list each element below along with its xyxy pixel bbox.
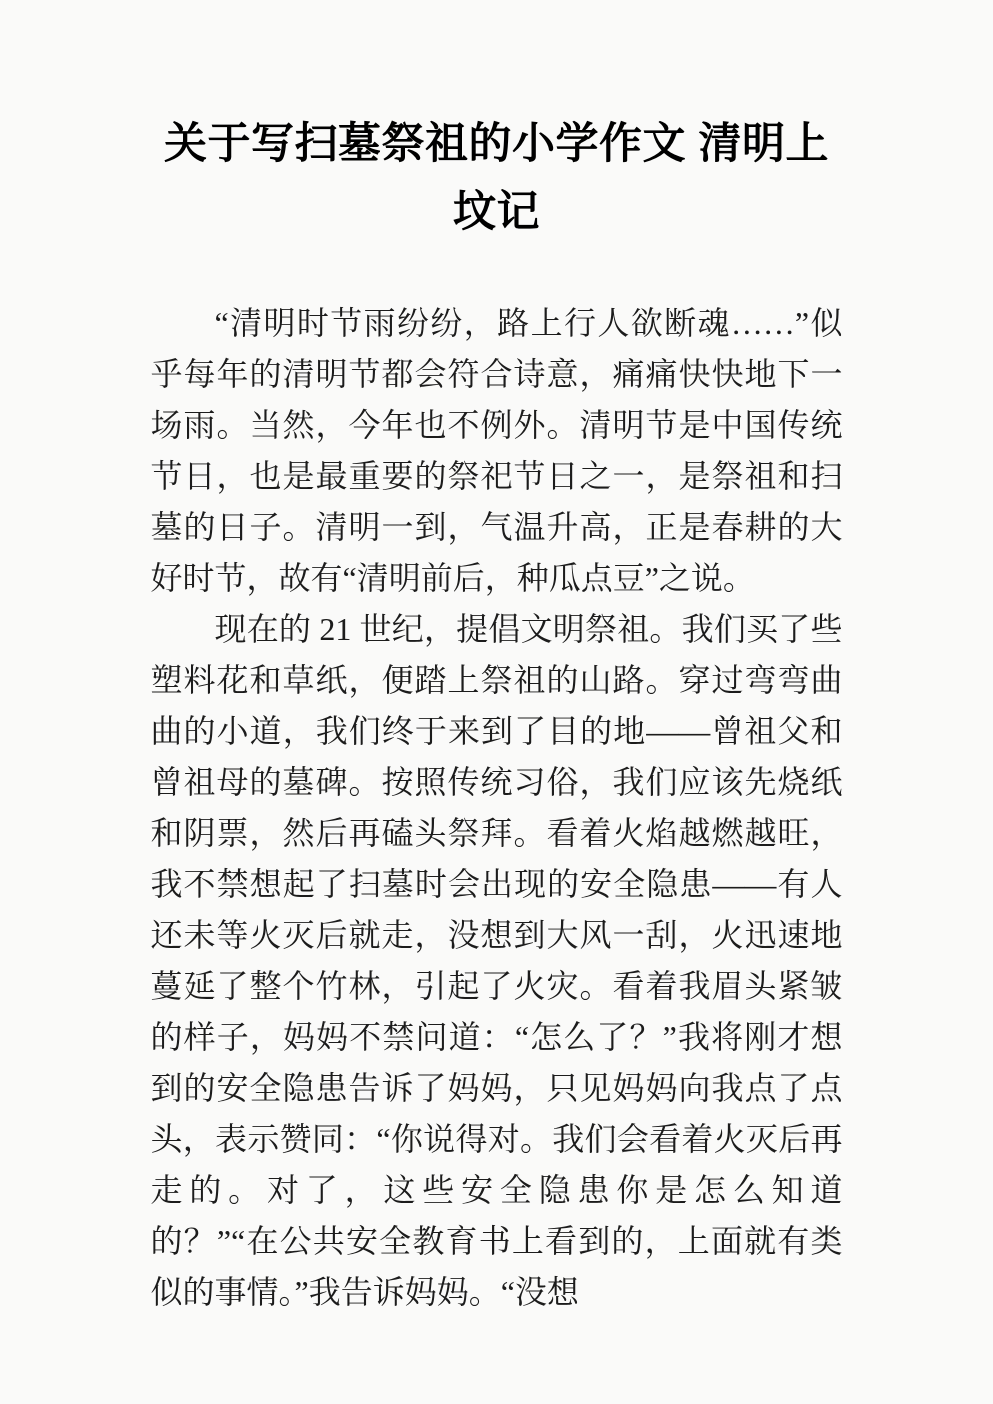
paragraph: “清明时节雨纷纷，路上行人欲断魂……”似乎每年的清明节都会符合诗意，痛痛快快地下一场雨。当然，今年也不例外。清明节是中国传统节日，也是最重要的祭祀节日之一，是祭祖和扫墓的日子。清明一到，气温升高，正是春耕的大好时节，故有“清明前后，种瓜点豆”之说。: [150, 305, 843, 596]
paragraph: 现在的 21 世纪，提倡文明祭祖。我们买了些塑料花和草纸，便踏上祭祖的山路。穿过弯弯曲曲的小道，我们终于来到了目的地——曾祖父和曾祖母的墓碑。按照传统习俗，我们应该先烧纸和阴票，然后再磕头祭拜。看着火焰越燃越旺，我不禁想起了扫墓时会出现的安全隐患——有人还未等火灭后就走，没想到大风一刮，火迅速地蔓延了整个竹林，引起了火灾。看着我眉头紧皱的样子，妈妈不禁问道：“怎么了？”我将刚才想到的安全隐患告诉了妈妈，只见妈妈向我点了点头，表示赞同：“你说得对。我们会看着火灭后再走的。对了，这些安全隐患你是怎么知道的？”“在公共安全教育书上看到的，上面就有类似的事情。”我告诉妈妈。“没想: [150, 611, 843, 1310]
document-body: [151, 298, 843, 1318]
document-content: [151, 0, 843, 1318]
document-title: 关于写扫墓祭祖的小学作文 清明上坟记: [164, 120, 829, 236]
